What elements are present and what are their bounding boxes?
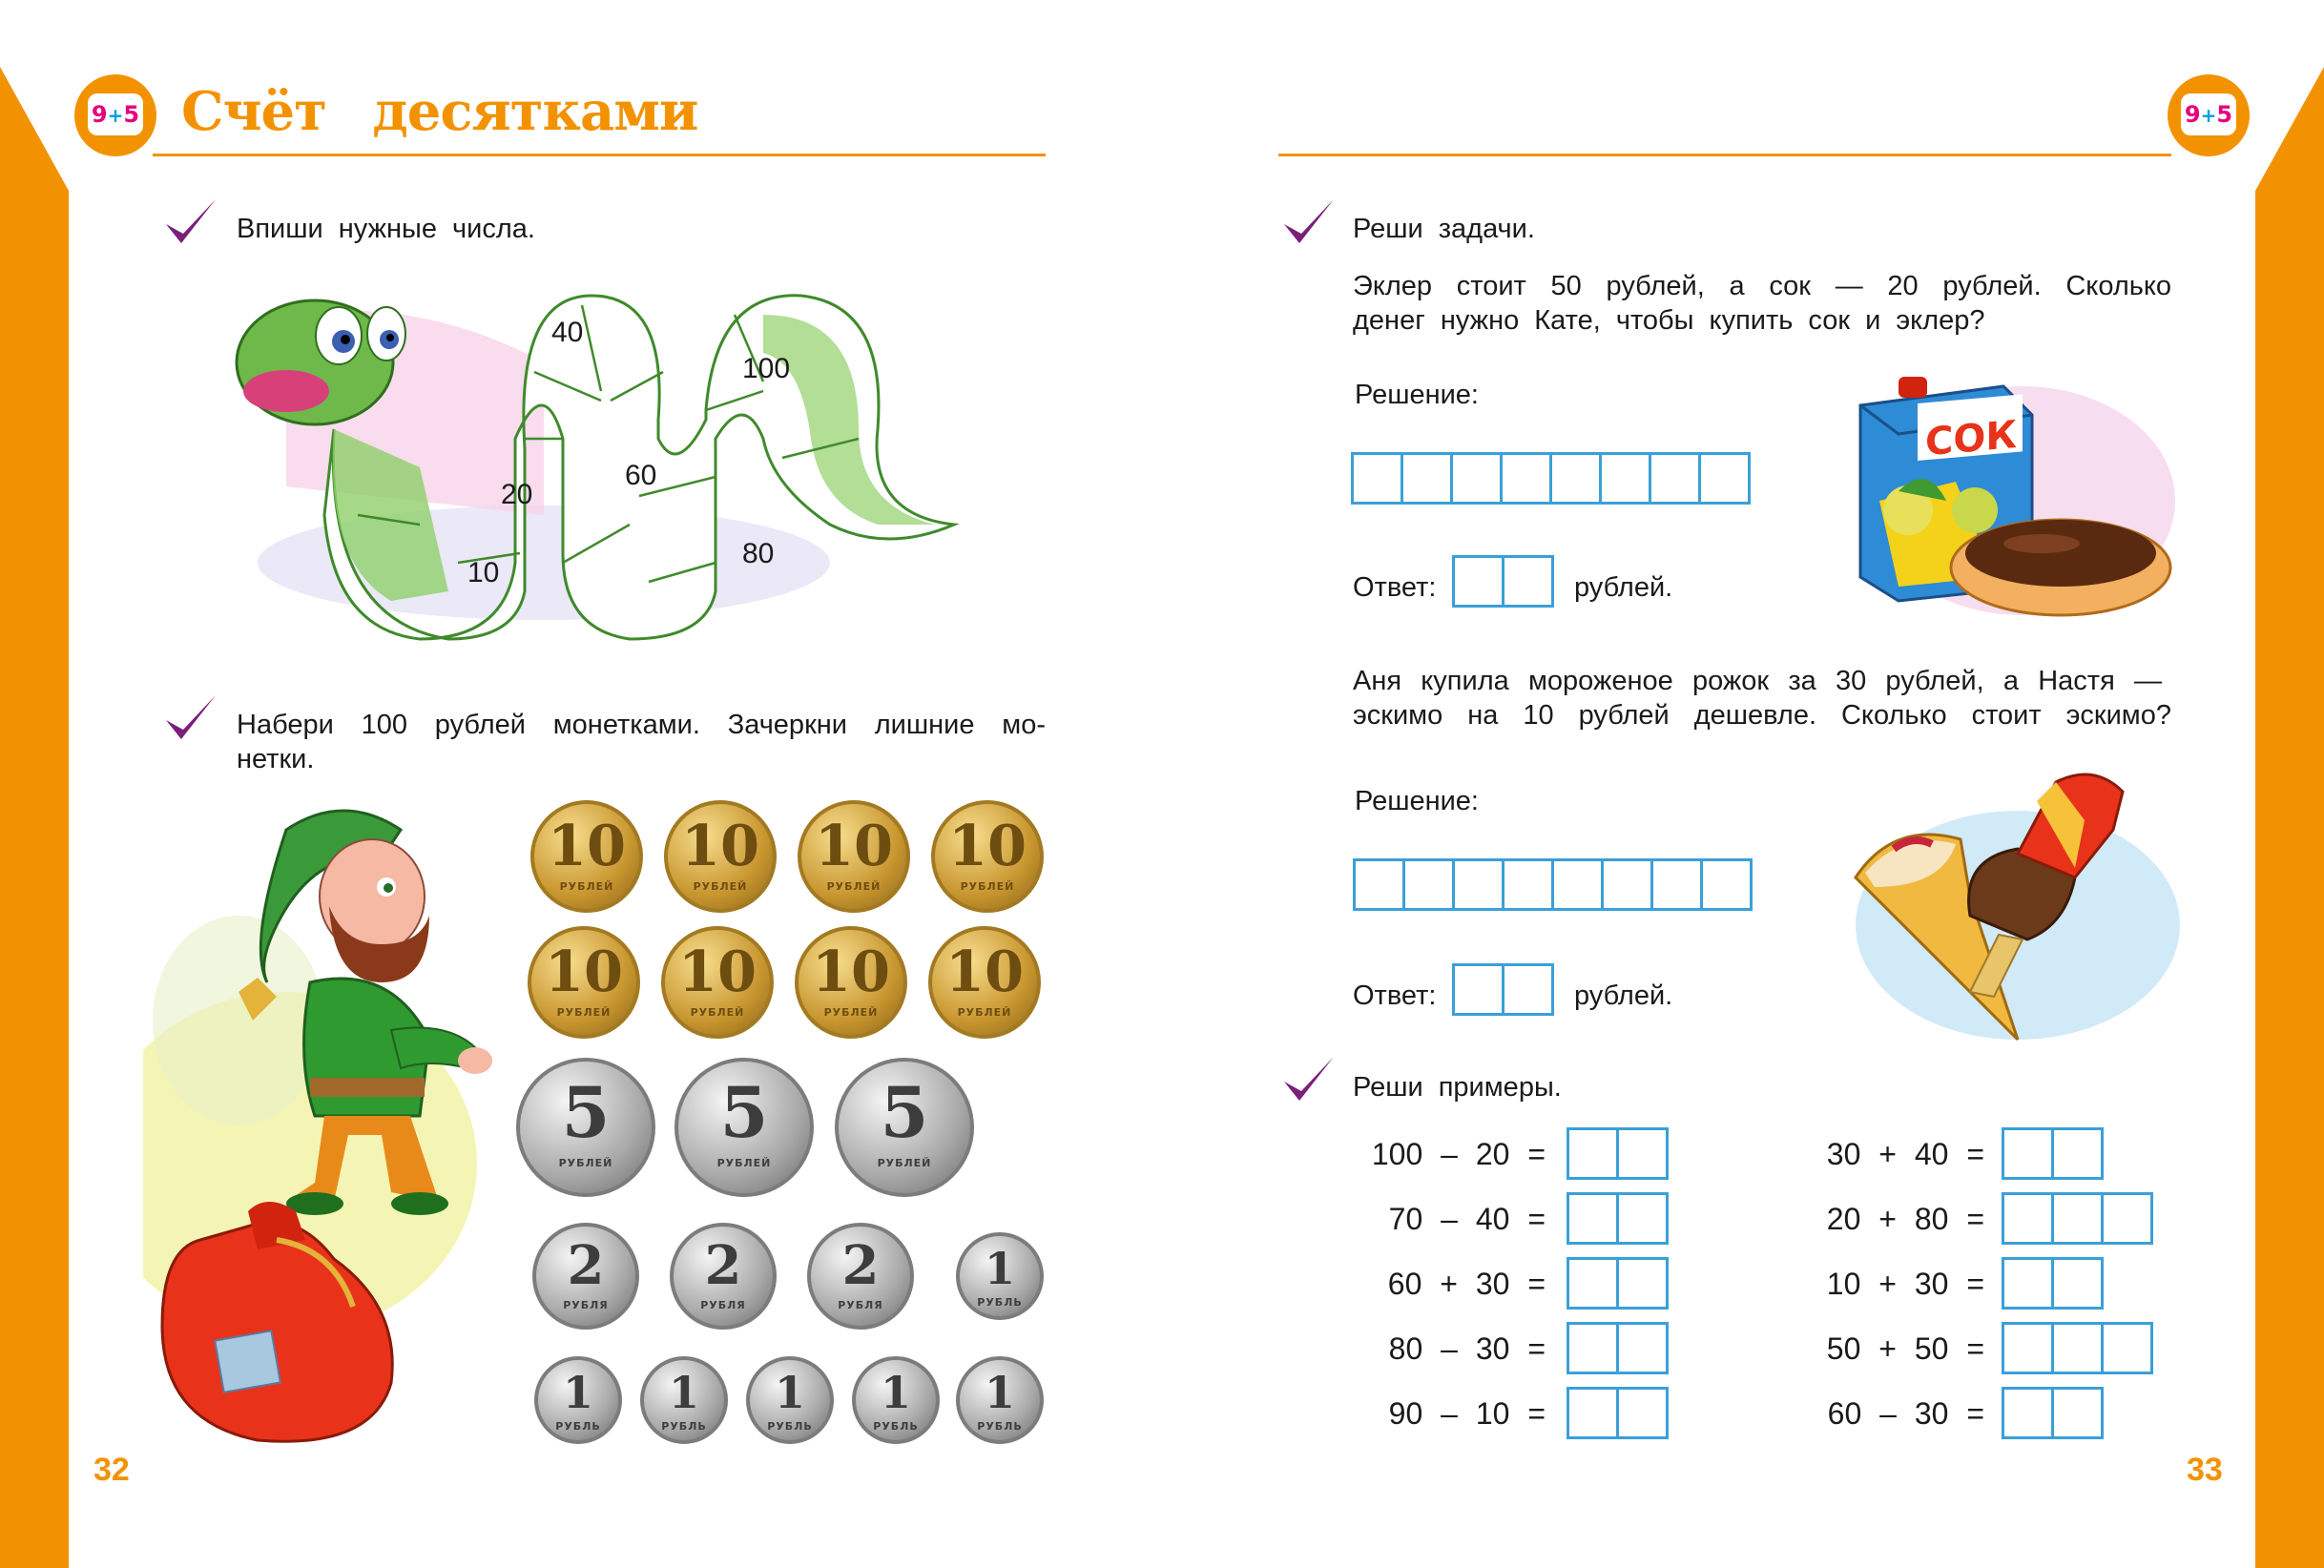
equation: 30 + 40 = [1826, 1137, 1984, 1171]
coin-caption: РУБЛЕЙ [690, 1006, 745, 1019]
coin-caption: РУБЛЕЙ [877, 1157, 932, 1169]
answer-cell[interactable] [2101, 1322, 2153, 1374]
coin-caption: РУБЛЬ [977, 1420, 1023, 1433]
page-title: Счёт десятками [181, 80, 698, 143]
solution-cell[interactable] [1351, 452, 1403, 505]
coin-five[interactable] [835, 1058, 974, 1197]
snake-number: 20 [501, 479, 533, 510]
coin-ten[interactable] [530, 800, 643, 913]
coin-ten[interactable] [798, 800, 910, 913]
coin-caption: РУБЛЕЙ [957, 1006, 1012, 1019]
coin-caption: РУБЛЕЙ [716, 1157, 772, 1169]
coin-one[interactable] [534, 1356, 622, 1444]
answer-cell[interactable] [1567, 1387, 1619, 1439]
coin-caption: РУБЛЕЙ [826, 880, 882, 893]
coin-value: 2 [841, 1234, 880, 1297]
solution-cell[interactable] [1401, 452, 1453, 505]
answer-cell[interactable] [2101, 1192, 2153, 1245]
coin-caption: РУБЛЯ [563, 1299, 609, 1311]
answer-cell[interactable] [1616, 1257, 1669, 1310]
problem2-solution-label: Решение: [1355, 786, 1479, 816]
checkmark-icon [1280, 1053, 1338, 1106]
solution-cell[interactable] [1402, 858, 1455, 911]
coin-value: 5 [561, 1072, 611, 1154]
coin-value: 1 [984, 1243, 1015, 1294]
problem1-text-line2: денег нужно Кате, чтобы купить сок и эклер? [1353, 305, 1985, 336]
gnome-illustration [143, 792, 506, 1478]
solution-cell[interactable] [1649, 452, 1701, 505]
coin-one[interactable] [956, 1232, 1044, 1320]
juice-label: СОК [1925, 412, 2018, 465]
left-orange-band [0, 67, 69, 1568]
task-problems-instruction: Реши задачи. [1353, 214, 1535, 244]
answer-cell[interactable] [1567, 1322, 1619, 1374]
coin-value: 10 [944, 939, 1025, 1004]
coin-caption: РУБЛЕЙ [558, 1157, 613, 1169]
problem1-solution-label: Решение: [1355, 380, 1479, 410]
answer-cell[interactable] [2002, 1322, 2054, 1374]
solution-cell[interactable] [1549, 452, 1602, 505]
answer-cell[interactable] [1567, 1192, 1619, 1245]
juice-eclair-illustration [1841, 367, 2175, 625]
problem2-answer-label: Ответ: [1353, 980, 1437, 1011]
answer-cell[interactable] [2002, 1192, 2054, 1245]
answer-cell[interactable] [2051, 1257, 2104, 1310]
coin-ten[interactable] [528, 926, 640, 1039]
checkmark-icon [162, 691, 219, 745]
coin-value: 1 [984, 1367, 1015, 1418]
coin-ten[interactable] [661, 926, 774, 1039]
coin-caption: РУБЛЕЙ [559, 880, 614, 893]
snake-number: 60 [625, 460, 657, 491]
equation: 100 – 20 = [1371, 1137, 1546, 1171]
coin-caption: РУБЛЕЙ [823, 1006, 879, 1019]
answer-cell[interactable] [1567, 1127, 1619, 1180]
coin-two[interactable] [532, 1223, 639, 1330]
solution-cell[interactable] [1601, 858, 1653, 911]
coin-value: 5 [719, 1072, 769, 1154]
answer-cell[interactable] [1616, 1192, 1669, 1245]
coin-value: 1 [774, 1367, 805, 1418]
coin-two[interactable] [807, 1223, 914, 1330]
problem2-solution-boxes [1353, 858, 1750, 911]
page-number-left: 32 [93, 1452, 130, 1488]
answer-cell[interactable] [2051, 1387, 2104, 1439]
coin-ten[interactable] [928, 926, 1041, 1039]
problem2-answer-boxes [1452, 963, 1551, 1016]
solution-cell[interactable] [1500, 452, 1552, 505]
right-orange-band [2255, 67, 2324, 1568]
answer-cell[interactable] [1616, 1387, 1669, 1439]
coin-caption: РУБЛЬ [873, 1420, 919, 1433]
left-badge [74, 74, 156, 156]
coin-five[interactable] [674, 1058, 814, 1197]
right-header-rule [1278, 154, 2171, 156]
answer-cell[interactable] [1452, 555, 1504, 608]
equation: 80 – 30 = [1388, 1331, 1546, 1366]
page-number-right: 33 [2187, 1452, 2223, 1488]
equation: 70 – 40 = [1388, 1202, 1546, 1236]
left-header-rule [153, 154, 1046, 156]
answer-cell[interactable] [1567, 1257, 1619, 1310]
answer-cell[interactable] [2002, 1127, 2054, 1180]
solution-cell[interactable] [1551, 858, 1604, 911]
problem1-answer-label: Ответ: [1353, 572, 1437, 603]
equation: 60 – 30 = [1827, 1396, 1984, 1431]
coin-one[interactable] [746, 1356, 834, 1444]
ice-cream-illustration [1836, 763, 2180, 1049]
coin-value: 10 [680, 813, 760, 878]
solution-cell[interactable] [1450, 452, 1503, 505]
coin-caption: РУБЛЕЙ [960, 880, 1015, 893]
coin-caption: РУБЛЬ [661, 1420, 707, 1433]
equation: 10 + 30 = [1826, 1267, 1984, 1301]
problem2-text-line1: Аня купила мороженое рожок за 30 рублей, а Настя — [1353, 666, 2162, 696]
badge-operator: + [107, 104, 124, 127]
problem1-text-line1: Эклер стоит 50 рублей, а сок — 20 рублей. Сколько [1353, 271, 2171, 301]
task-coins-instruction-line1: Набери 100 рублей монетками. Зачеркни лишние мо- [237, 710, 1046, 740]
answer-cell[interactable] [1502, 555, 1554, 608]
coin-one[interactable] [852, 1356, 940, 1444]
solution-cell[interactable] [1698, 452, 1751, 505]
problem1-answer-boxes [1452, 555, 1551, 608]
answer-cell[interactable] [1616, 1322, 1669, 1374]
solution-cell[interactable] [1502, 858, 1554, 911]
coin-value: 1 [880, 1367, 911, 1418]
answer-cell[interactable] [2051, 1322, 2104, 1374]
answer-cell[interactable] [1616, 1127, 1669, 1180]
coin-value: 1 [668, 1367, 699, 1418]
coin-value: 2 [567, 1234, 605, 1297]
coin-ten[interactable] [931, 800, 1044, 913]
coin-caption: РУБЛЬ [977, 1296, 1023, 1309]
task-snake-instruction: Впиши нужные числа. [237, 214, 535, 244]
equation: 60 + 30 = [1387, 1267, 1546, 1301]
badge-number-left: 9 [91, 101, 108, 128]
solution-cell[interactable] [1599, 452, 1651, 505]
coin-value: 10 [811, 939, 891, 1004]
answer-cell[interactable] [2051, 1192, 2104, 1245]
solution-cell[interactable] [1353, 858, 1405, 911]
checkmark-icon [1280, 196, 1338, 249]
coin-value: 2 [704, 1234, 742, 1297]
snake-illustration [229, 277, 1011, 677]
coin-two[interactable] [670, 1223, 777, 1330]
right-badge: 9+5 [2168, 74, 2250, 156]
problem1-solution-boxes [1351, 452, 1748, 505]
coin-ten[interactable] [795, 926, 907, 1039]
snake-number: 80 [742, 538, 775, 569]
solution-cell[interactable] [1700, 858, 1753, 911]
task-examples-instruction: Реши примеры. [1353, 1072, 1562, 1103]
coin-value: 10 [547, 813, 627, 878]
coin-one[interactable] [956, 1356, 1044, 1444]
snake-number: 10 [467, 557, 500, 588]
badge-number-right: 5 [123, 101, 140, 128]
coin-caption: РУБЛЯ [700, 1299, 746, 1311]
answer-cell[interactable] [1502, 963, 1554, 1016]
answer-cell[interactable] [2002, 1257, 2054, 1310]
problem1-answer-unit: рублей. [1574, 572, 1673, 603]
coin-five[interactable] [516, 1058, 655, 1197]
coin-value: 10 [544, 939, 624, 1004]
coin-value: 10 [677, 939, 757, 1004]
answer-cell[interactable] [2051, 1127, 2104, 1180]
answer-cell[interactable] [2002, 1387, 2054, 1439]
equation: 50 + 50 = [1826, 1331, 1984, 1366]
coin-value: 10 [947, 813, 1027, 878]
coin-caption: РУБЛЕЙ [693, 880, 748, 893]
solution-cell[interactable] [1650, 858, 1703, 911]
coin-value: 10 [814, 813, 894, 878]
equation: 90 – 10 = [1388, 1396, 1546, 1431]
coin-one[interactable] [640, 1356, 728, 1444]
coin-value: 5 [880, 1072, 929, 1154]
problem2-text-line2: эскимо на 10 рублей дешевле. Сколько стоит эскимо? [1353, 700, 2171, 731]
coin-caption: РУБЛЬ [555, 1420, 601, 1433]
snake-number: 40 [551, 317, 584, 348]
checkmark-icon [162, 196, 219, 249]
problem2-answer-unit: рублей. [1574, 980, 1673, 1011]
solution-cell[interactable] [1452, 858, 1504, 911]
task-coins-instruction-line2: нетки. [237, 744, 315, 774]
coin-caption: РУБЛЕЙ [556, 1006, 612, 1019]
coin-value: 1 [562, 1367, 593, 1418]
snake-number: 100 [742, 353, 791, 384]
coin-caption: РУБЛЬ [767, 1420, 813, 1433]
coin-caption: РУБЛЯ [838, 1299, 883, 1311]
coin-ten[interactable] [664, 800, 777, 913]
answer-cell[interactable] [1452, 963, 1504, 1016]
equation: 20 + 80 = [1826, 1202, 1984, 1236]
